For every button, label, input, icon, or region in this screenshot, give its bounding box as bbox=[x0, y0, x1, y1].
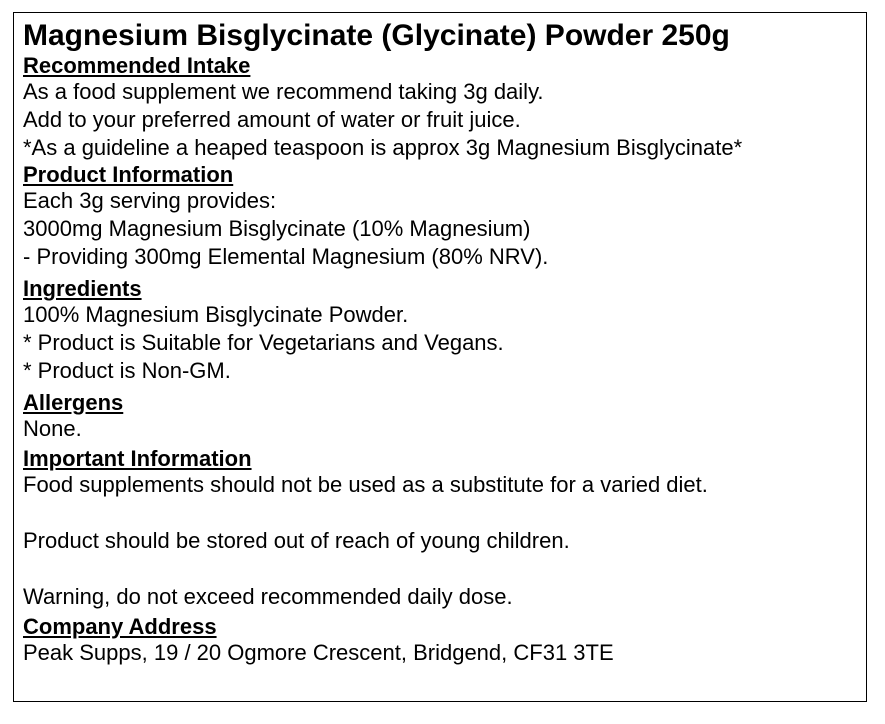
text-line: Each 3g serving provides: bbox=[23, 188, 277, 213]
text-line: Food supplements should not be used as a substitute for a varied diet. bbox=[23, 472, 708, 497]
text-line: None. bbox=[23, 416, 82, 441]
text-line: - Providing 300mg Elemental Magnesium (80% NRV). bbox=[23, 244, 549, 269]
section-heading: Allergens bbox=[23, 390, 124, 415]
section-heading: Recommended Intake bbox=[23, 53, 251, 78]
blank-line bbox=[23, 555, 866, 583]
section-allergens bbox=[23, 390, 866, 443]
section-company-address bbox=[23, 614, 866, 667]
text-line: Peak Supps, 19 / 20 Ogmore Crescent, Bridgend, CF31 3TE bbox=[23, 640, 614, 665]
text-line: Warning, do not exceed recommended daily dose. bbox=[23, 584, 513, 609]
text-line: 100% Magnesium Bisglycinate Powder. bbox=[23, 302, 409, 327]
section-product-information bbox=[23, 162, 866, 271]
product-label bbox=[13, 12, 867, 702]
section-ingredients bbox=[23, 276, 866, 385]
section-heading: Ingredients bbox=[23, 276, 142, 301]
text-line: * Product is Non-GM. bbox=[23, 358, 231, 383]
section-important-information bbox=[23, 446, 866, 611]
blank-line bbox=[23, 499, 866, 527]
section-heading: Important Information bbox=[23, 446, 252, 471]
section-heading: Company Address bbox=[23, 614, 217, 639]
section-recommended-intake bbox=[23, 53, 866, 162]
product-title: Magnesium Bisglycinate (Glycinate) Powder 250g bbox=[23, 19, 730, 52]
text-line: Product should be stored out of reach of young children. bbox=[23, 528, 570, 553]
text-line: * Product is Suitable for Vegetarians and Vegans. bbox=[23, 330, 504, 355]
text-line: 3000mg Magnesium Bisglycinate (10% Magnesium) bbox=[23, 216, 531, 241]
text-line: As a food supplement we recommend taking 3g daily. bbox=[23, 79, 544, 104]
text-line: *As a guideline a heaped teaspoon is approx 3g Magnesium Bisglycinate* bbox=[23, 135, 743, 160]
section-heading: Product Information bbox=[23, 162, 234, 187]
text-line: Add to your preferred amount of water or fruit juice. bbox=[23, 107, 521, 132]
